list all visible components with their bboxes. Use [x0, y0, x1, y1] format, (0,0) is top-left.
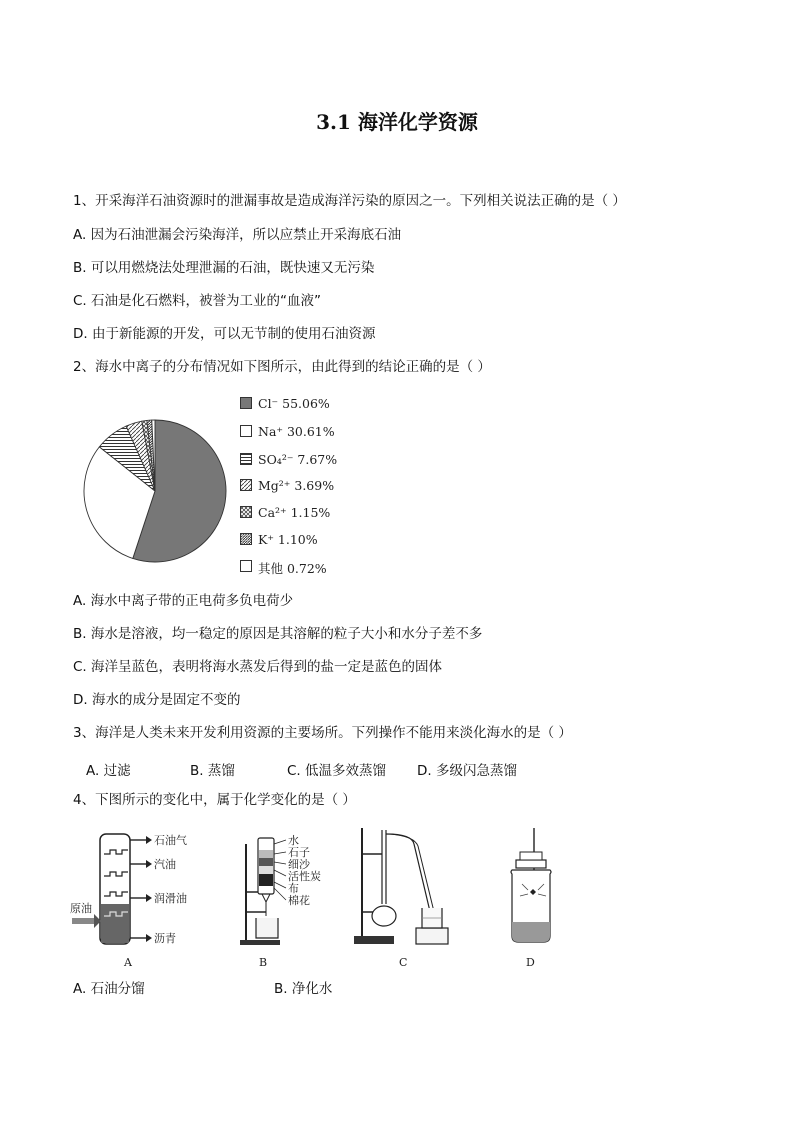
- q1-option-a[interactable]: A. 因为石油泄漏会污染海洋，所以应禁止开采海底石油: [73, 227, 402, 243]
- figure-a-distillation-tower: [68, 826, 228, 951]
- legend-label-mg: Mg²⁺ 3.69%: [258, 478, 335, 493]
- page-title: 3.1 海洋化学资源: [316, 110, 478, 134]
- legend-swatch-diag: [240, 479, 252, 491]
- legend-swatch-other: [240, 560, 252, 572]
- legend-swatch-white: [240, 425, 252, 437]
- legend-swatch-dense: [240, 533, 252, 545]
- q2-option-a[interactable]: A. 海水中离子带的正电荷多负电荷少: [73, 593, 294, 609]
- q2-option-b[interactable]: B. 海水是溶液，均一稳定的原因是其溶解的粒子大小和水分子差不多: [73, 626, 483, 642]
- legend-label-other: 其他 0.72%: [258, 561, 327, 576]
- figure-a-output-1: 汽油: [154, 858, 176, 871]
- figure-a-output-3: 沥青: [154, 932, 176, 945]
- figure-a-inlet: 原油: [70, 902, 92, 915]
- q3-option-b[interactable]: B. 蒸馏: [190, 763, 235, 779]
- legend-swatch-hlines: [240, 453, 252, 465]
- figure-d-label: D: [526, 956, 535, 969]
- figure-b-water-purifier: [232, 834, 332, 946]
- q1-option-c[interactable]: C. 石油是化石燃料，被誉为工业的“血液”: [73, 293, 321, 309]
- legend-label-ca: Ca²⁺ 1.15%: [258, 505, 331, 520]
- q2-option-c[interactable]: C. 海洋呈蓝色，表明将海水蒸发后得到的盐一定是蓝色的固体: [73, 659, 443, 675]
- q4-option-b[interactable]: B. 净化水: [274, 981, 333, 997]
- q3-option-c[interactable]: C. 低温多效蒸馏: [287, 763, 387, 779]
- legend-label-cl: Cl⁻ 55.06%: [258, 396, 330, 411]
- figure-b-layer-0: 水: [288, 834, 299, 847]
- q2-stem: 2、海水中离子的分布情况如下图所示，由此得到的结论正确的是（ ）: [73, 359, 491, 375]
- figure-a-output-2: 润滑油: [154, 892, 187, 905]
- q4-option-a[interactable]: A. 石油分馏: [73, 981, 145, 997]
- legend-label-na: Na⁺ 30.61%: [258, 424, 335, 439]
- q4-stem: 4、下图所示的变化中，属于化学变化的是（ ）: [73, 792, 356, 808]
- legend-label-so4: SO₄²⁻ 7.67%: [258, 452, 338, 467]
- figure-d-gas-jar: [500, 826, 560, 946]
- q3-stem: 3、海洋是人类未来开发利用资源的主要场所。下列操作不能用来淡化海水的是（ ）: [73, 725, 572, 741]
- pie-chart: [80, 418, 230, 568]
- figure-a-output-0: 石油气: [154, 834, 187, 847]
- q3-option-a[interactable]: A. 过滤: [86, 763, 131, 779]
- legend-label-k: K⁺ 1.10%: [258, 532, 318, 547]
- figure-b-layer-4: 布: [288, 882, 299, 895]
- figure-a-label: A: [124, 956, 132, 969]
- figure-b-label: B: [259, 956, 268, 969]
- q1-stem: 1、开采海洋石油资源时的泄漏事故是造成海洋污染的原因之一。下列相关说法正确的是（ ）: [73, 193, 626, 209]
- figure-c-distillation-apparatus: [352, 824, 462, 950]
- figure-c-label: C: [399, 956, 408, 969]
- q1-option-d[interactable]: D. 由于新能源的开发，可以无节制的使用石油资源: [73, 326, 376, 342]
- legend-swatch-cross: [240, 506, 252, 518]
- q2-option-d[interactable]: D. 海水的成分是固定不变的: [73, 692, 241, 708]
- figure-b-layer-5: 棉花: [288, 894, 310, 907]
- legend-swatch-solid: [240, 397, 252, 409]
- q1-option-b[interactable]: B. 可以用燃烧法处理泄漏的石油，既快速又无污染: [73, 260, 375, 276]
- figure-b-layer-2: 细沙: [288, 858, 310, 871]
- q3-option-d[interactable]: D. 多级闪急蒸馏: [417, 763, 517, 779]
- figure-b-layer-3: 活性炭: [288, 870, 321, 883]
- pie-slices: [84, 420, 226, 562]
- figure-b-layer-1: 石子: [288, 846, 310, 859]
